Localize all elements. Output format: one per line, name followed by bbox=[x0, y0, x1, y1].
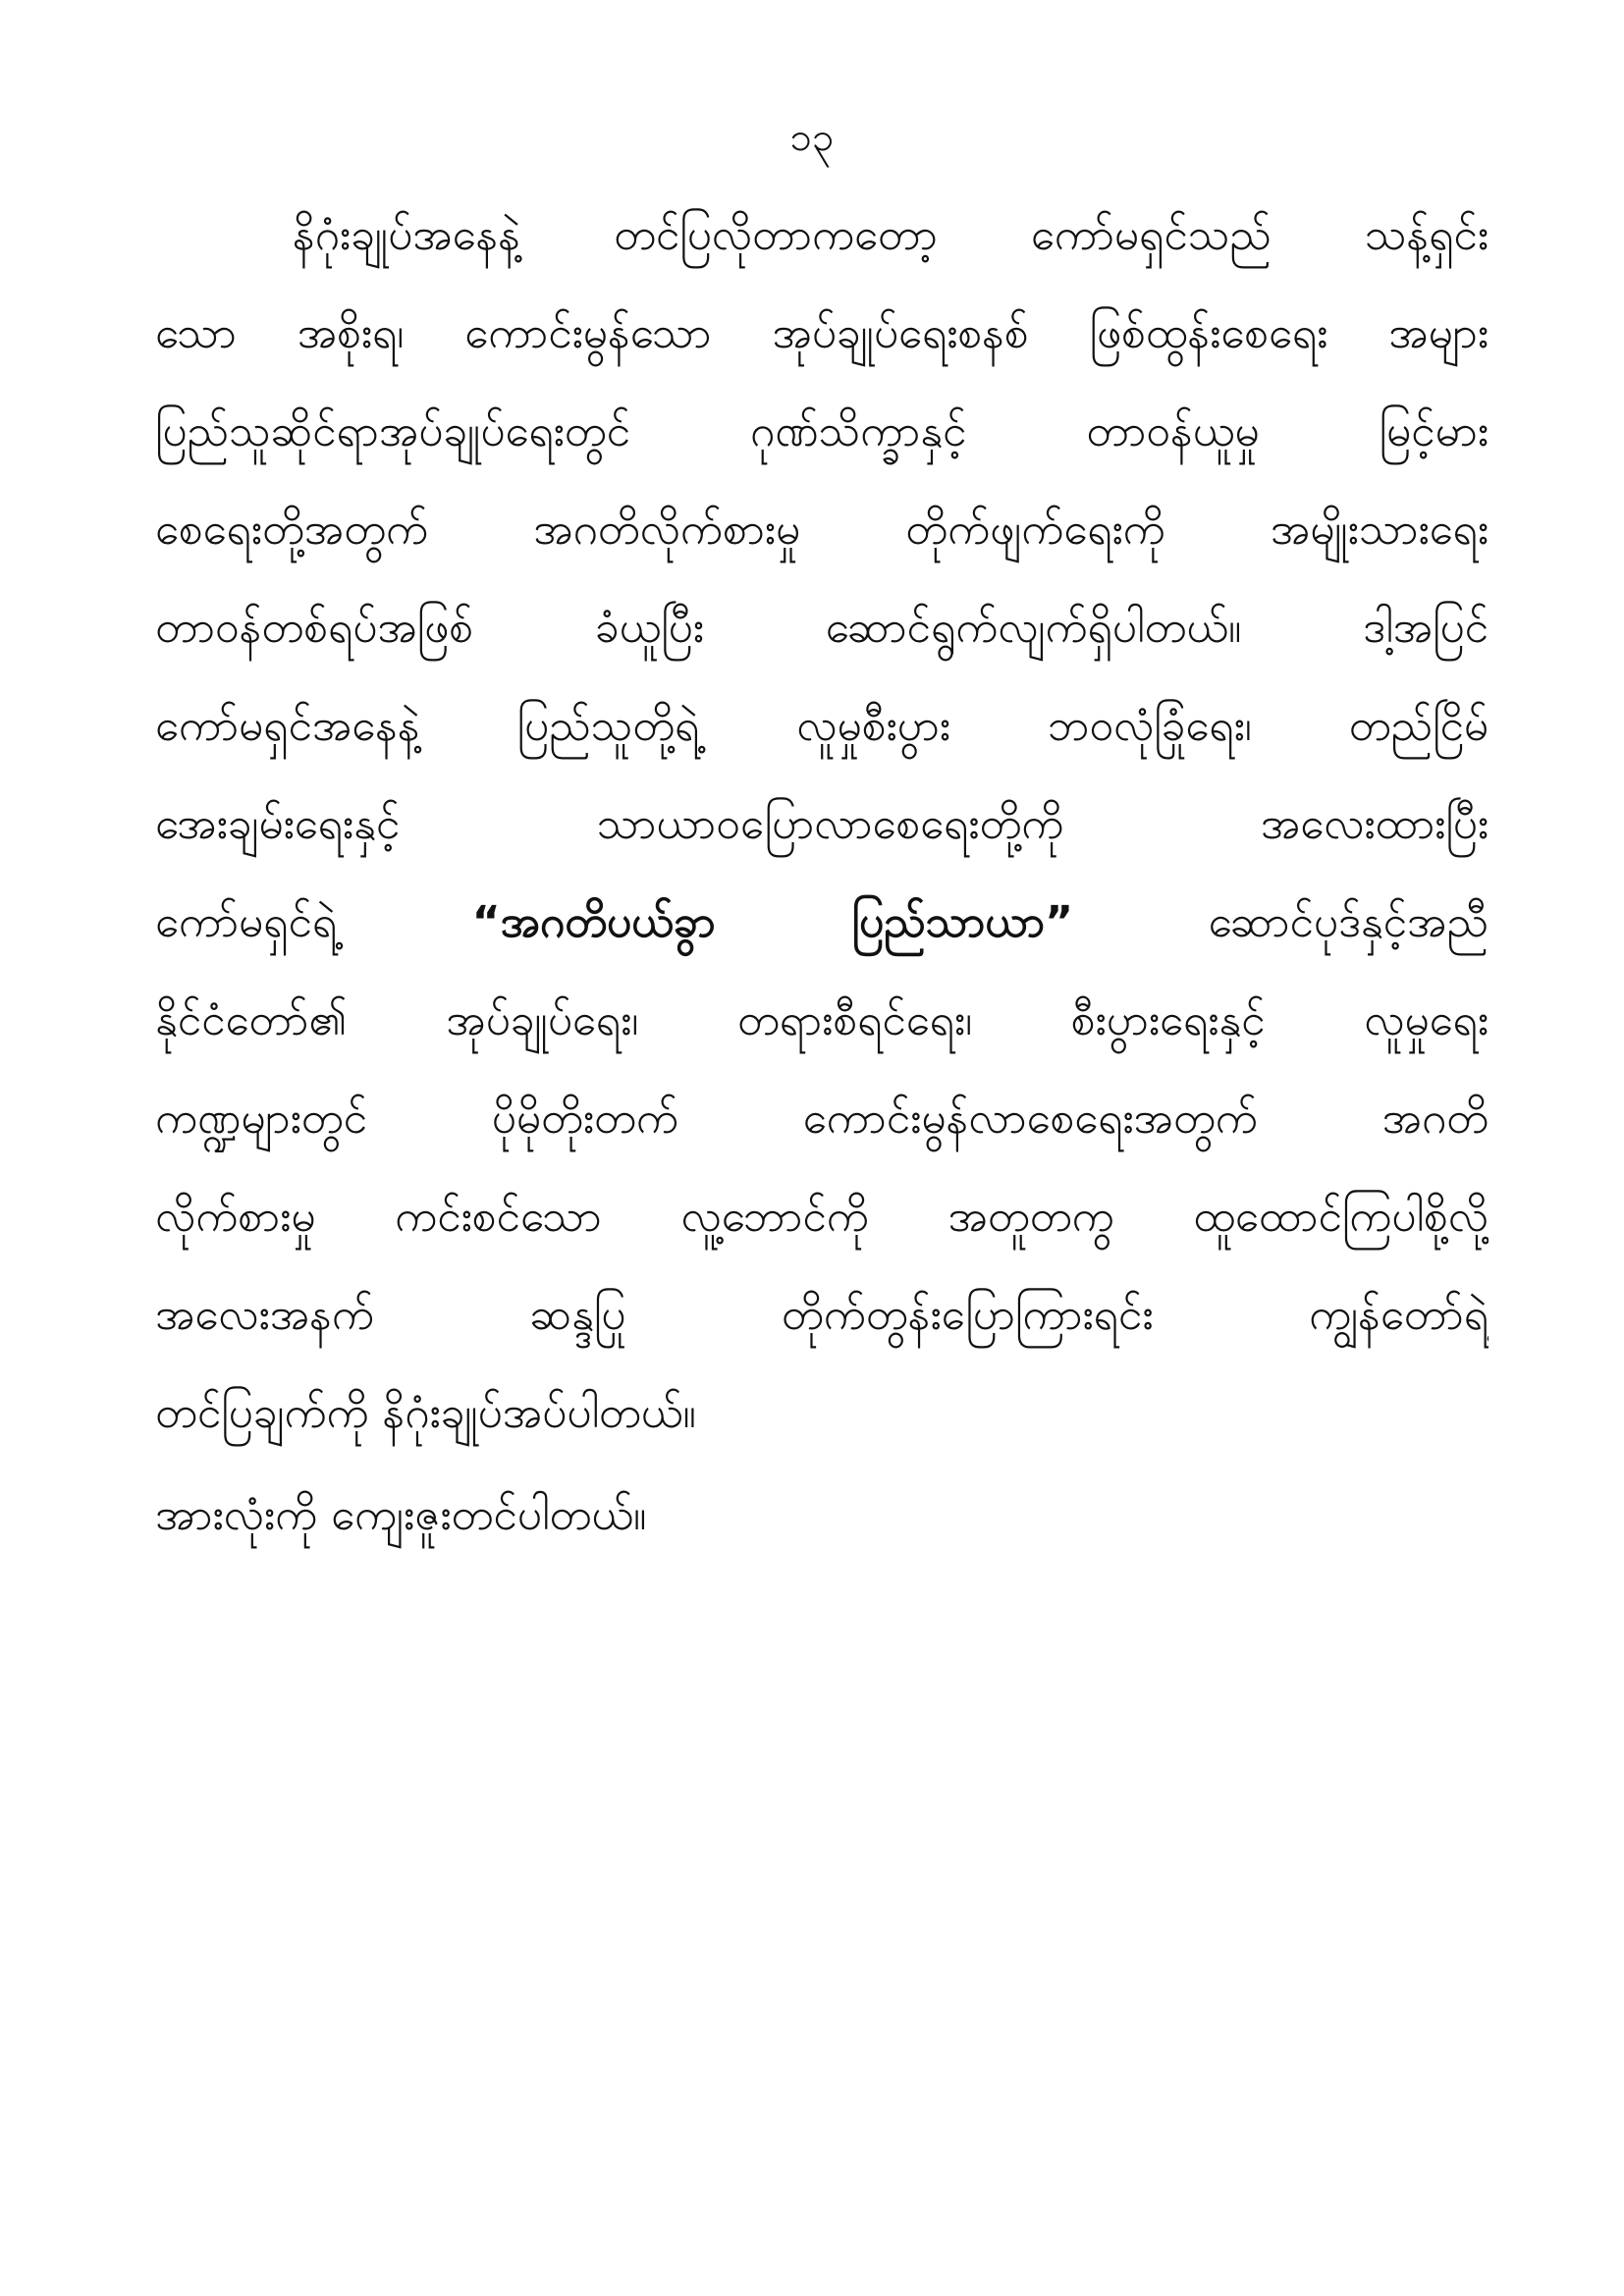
closing-line: အားလုံးကို ကျေးဇူးတင်ပါတယ်။ bbox=[155, 1490, 647, 1540]
paragraph-line: ကော်မရှင်အနေနဲ့ ပြည်သူတို့ရဲ့ လူမှုစီးပွား ဘဝလုံခြုံရေး၊ တည်ငြိမ် bbox=[155, 701, 1489, 751]
paragraph-line: စေရေးတို့အတွက် အဂတိလိုက်စားမှု တိုက်ဖျက်ရေးကို အမျိုးသားရေး bbox=[155, 505, 1489, 555]
paragraph-line: သော အစိုးရ၊ ကောင်းမွန်သော အုပ်ချုပ်ရေးစနစ် ဖြစ်ထွန်းစေရေး အများ bbox=[155, 308, 1489, 358]
paragraph-line: ကဏ္ဍများတွင် ပိုမိုတိုးတက် ကောင်းမွန်လာစေရေးအတွက် အဂတိ bbox=[155, 1094, 1489, 1144]
paragraph-line: ပြည်သူဆိုင်ရာအုပ်ချုပ်ရေးတွင် ဂုဏ်သိက္ခာနှင့် တာဝန်ယူမှု မြင့်မား bbox=[155, 406, 1489, 456]
line-start-text: ကော်မရှင်ရဲ့ bbox=[155, 897, 338, 947]
line-end-text: ဆောင်ပုဒ်နှင့်အညီ bbox=[1208, 897, 1489, 947]
paragraph-line: တာဝန်တစ်ရပ်အဖြစ် ခံယူပြီး ဆောင်ရွက်လျက်ရှိပါတယ်။ ဒါ့အပြင် bbox=[155, 603, 1489, 653]
paragraph-line-last: တင်ပြချက်ကို နိဂုံးချုပ်အပ်ပါတယ်။ bbox=[155, 1388, 696, 1438]
paragraph-line: လိုက်စားမှု ကင်းစင်သော လူ့ဘောင်ကို အတူတကွ ထူထောင်ကြပါစို့လို့ bbox=[155, 1192, 1489, 1242]
body-text bbox=[155, 206, 1489, 1584]
slogan-emphasis: “အဂတိပယ်ခွာ ပြည်သာယာ” bbox=[471, 897, 1074, 947]
paragraph-line-with-slogan bbox=[155, 893, 1489, 991]
paragraph-line: နိုင်ငံတော်၏ အုပ်ချုပ်ရေး၊ တရားစီရင်ရေး၊ စီးပွားရေးနှင့် လူမှုရေး bbox=[155, 995, 1489, 1045]
page-number: ၁၃ bbox=[789, 115, 835, 160]
paragraph-line: အလေးအနက် ဆန္ဒပြု တိုက်တွန်းပြောကြားရင်း ကျွန်တော်ရဲ့ bbox=[155, 1290, 1489, 1340]
paragraph-line: နိဂုံးချုပ်အနေနဲ့ တင်ပြလိုတာကတော့ ကော်မရှင်သည် သန့်ရှင်း bbox=[293, 210, 1489, 260]
paragraph-line: အေးချမ်းရေးနှင့် သာယာဝပြောလာစေရေးတို့ကို အလေးထားပြီး bbox=[155, 799, 1489, 849]
